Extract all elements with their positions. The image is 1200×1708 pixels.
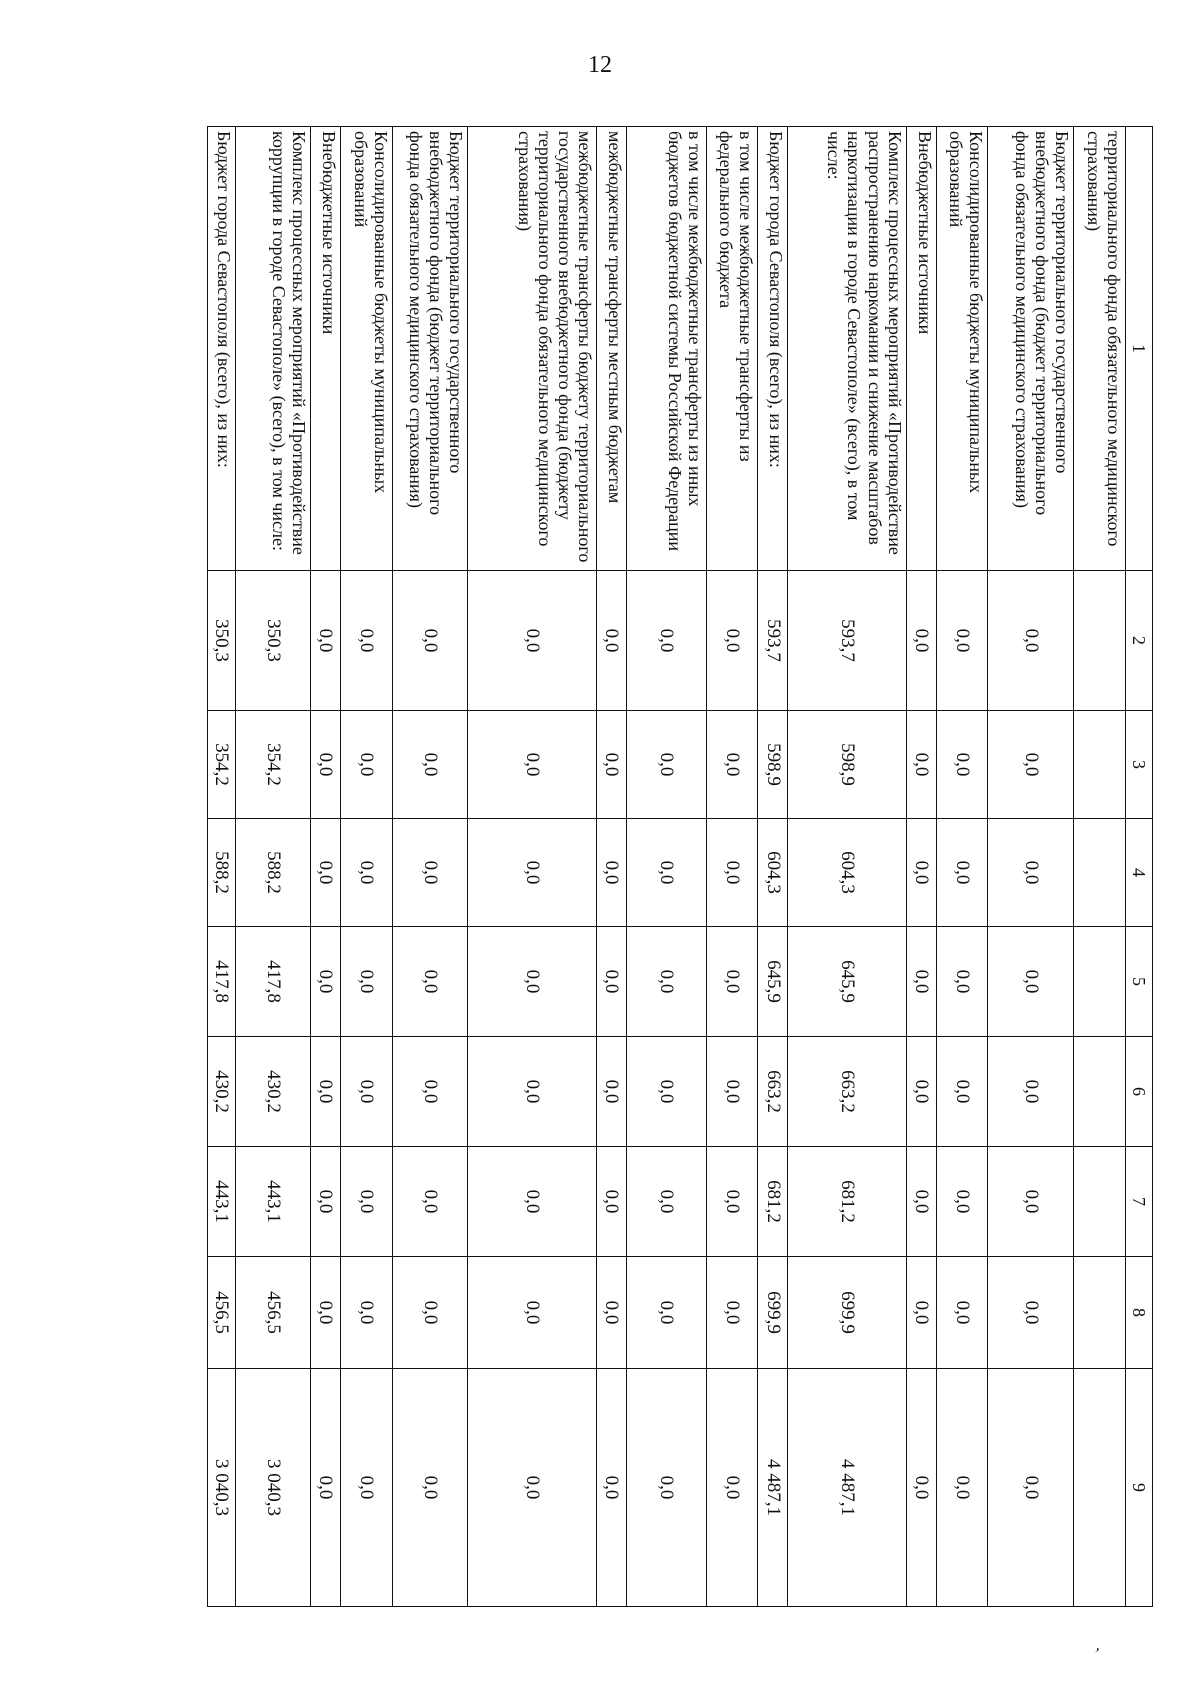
row-label: межбюджетные трансферты бюджету территориального государственного внебюджетного фонда (бюджету территориального фонда обязательного медицинского страхования) — [468, 127, 597, 571]
value-cell: 0,0 — [392, 819, 467, 927]
value-cell: 430,2 — [236, 1037, 311, 1147]
value-cell: 0,0 — [988, 711, 1074, 819]
value-cell: 0,0 — [392, 711, 467, 819]
value-cell: 0,0 — [906, 711, 936, 819]
table-row — [988, 127, 1074, 1607]
value-cell — [1074, 1257, 1126, 1369]
value-cell: 0,0 — [468, 1257, 597, 1369]
page-number: 12 — [588, 52, 612, 78]
value-cell: 0,0 — [988, 1037, 1074, 1147]
table-row — [208, 127, 236, 1607]
table-row — [936, 127, 988, 1607]
value-cell: 0,0 — [906, 1147, 936, 1257]
value-cell: 0,0 — [597, 819, 627, 927]
value-cell: 0,0 — [392, 1037, 467, 1147]
value-cell: 0,0 — [468, 1369, 597, 1607]
column-header-8: 8 — [1126, 1257, 1153, 1369]
value-cell: 0,0 — [468, 1147, 597, 1257]
row-label: Консолидированные бюджеты муниципальных образований — [341, 127, 393, 571]
value-cell: 0,0 — [936, 1257, 988, 1369]
ink-mark: , — [1094, 1636, 1104, 1655]
value-cell — [1074, 927, 1126, 1037]
value-cell: 417,8 — [236, 927, 311, 1037]
value-cell: 0,0 — [936, 819, 988, 927]
value-cell: 0,0 — [936, 927, 988, 1037]
value-cell — [1074, 711, 1126, 819]
row-label: Бюджет города Севастополя (всего), из них: — [758, 127, 788, 571]
value-cell: 681,2 — [758, 1147, 788, 1257]
value-cell: 0,0 — [341, 1369, 393, 1607]
table-header-row — [1126, 127, 1153, 1607]
table-row — [906, 127, 936, 1607]
table-row — [758, 127, 788, 1607]
value-cell: 0,0 — [988, 1147, 1074, 1257]
budget-table — [207, 126, 1153, 1607]
budget-table-rotated — [207, 126, 1153, 1606]
row-label: Бюджет территориального государственного внебюджетного фонда (бюджет территориального фонда обязательного медицинского страхования) — [988, 127, 1074, 571]
row-label: межбюджетные трансферты местным бюджетам — [597, 127, 627, 571]
value-cell: 0,0 — [597, 711, 627, 819]
value-cell: 0,0 — [468, 571, 597, 711]
table-row — [627, 127, 707, 1607]
value-cell: 681,2 — [788, 1147, 906, 1257]
value-cell: 604,3 — [788, 819, 906, 927]
value-cell: 0,0 — [311, 819, 341, 927]
value-cell: 3 040,3 — [236, 1369, 311, 1607]
value-cell: 0,0 — [627, 927, 707, 1037]
value-cell: 0,0 — [311, 1257, 341, 1369]
value-cell: 0,0 — [936, 711, 988, 819]
value-cell: 0,0 — [627, 571, 707, 711]
column-header-6: 6 — [1126, 1037, 1153, 1147]
value-cell: 0,0 — [706, 1257, 758, 1369]
row-label: Бюджет территориального государственного внебюджетного фонда (бюджет территориального фонда обязательного медицинского страхования) — [392, 127, 467, 571]
row-label: Внебюджетные источники — [311, 127, 341, 571]
column-header-2: 2 — [1126, 571, 1153, 711]
value-cell: 588,2 — [236, 819, 311, 927]
value-cell: 0,0 — [906, 1037, 936, 1147]
value-cell: 0,0 — [706, 1369, 758, 1607]
value-cell: 0,0 — [597, 1257, 627, 1369]
value-cell: 0,0 — [341, 1037, 393, 1147]
value-cell: 0,0 — [906, 927, 936, 1037]
value-cell: 354,2 — [236, 711, 311, 819]
value-cell: 4 487,1 — [758, 1369, 788, 1607]
table-row — [706, 127, 758, 1607]
value-cell: 456,5 — [208, 1257, 236, 1369]
column-header-9: 9 — [1126, 1369, 1153, 1607]
value-cell: 0,0 — [311, 1037, 341, 1147]
value-cell: 0,0 — [468, 927, 597, 1037]
row-label: Консолидированные бюджеты муниципальных образований — [936, 127, 988, 571]
value-cell: 0,0 — [311, 927, 341, 1037]
value-cell — [1074, 819, 1126, 927]
value-cell: 0,0 — [906, 571, 936, 711]
value-cell: 0,0 — [392, 1147, 467, 1257]
value-cell: 0,0 — [311, 571, 341, 711]
table-row — [236, 127, 311, 1607]
column-header-1: 1 — [1126, 127, 1153, 571]
value-cell — [1074, 571, 1126, 711]
value-cell: 0,0 — [311, 1369, 341, 1607]
value-cell: 4 487,1 — [788, 1369, 906, 1607]
value-cell — [1074, 1037, 1126, 1147]
value-cell: 0,0 — [988, 819, 1074, 927]
value-cell: 354,2 — [208, 711, 236, 819]
value-cell: 0,0 — [597, 1369, 627, 1607]
value-cell: 0,0 — [706, 927, 758, 1037]
value-cell: 0,0 — [311, 1147, 341, 1257]
value-cell: 663,2 — [788, 1037, 906, 1147]
value-cell: 430,2 — [208, 1037, 236, 1147]
value-cell: 0,0 — [311, 711, 341, 819]
value-cell: 0,0 — [706, 711, 758, 819]
value-cell: 417,8 — [208, 927, 236, 1037]
value-cell: 0,0 — [341, 1147, 393, 1257]
value-cell: 0,0 — [627, 1257, 707, 1369]
value-cell: 0,0 — [627, 711, 707, 819]
value-cell: 598,9 — [758, 711, 788, 819]
row-label: территориального фонда обязательного медицинского страхования) — [1074, 127, 1126, 571]
value-cell — [1074, 1369, 1126, 1607]
value-cell: 350,3 — [208, 571, 236, 711]
value-cell: 0,0 — [936, 1369, 988, 1607]
value-cell: 0,0 — [988, 571, 1074, 711]
row-label: Бюджет города Севастополя (всего), из них: — [208, 127, 236, 571]
value-cell: 0,0 — [468, 1037, 597, 1147]
value-cell: 0,0 — [341, 711, 393, 819]
table-row — [788, 127, 906, 1607]
table-row — [1074, 127, 1126, 1607]
value-cell: 0,0 — [341, 1257, 393, 1369]
column-header-7: 7 — [1126, 1147, 1153, 1257]
value-cell: 0,0 — [392, 571, 467, 711]
row-label: Комплекс процессных мероприятий «Противодействие коррупции в городе Севастополе» (всего), в том числе: — [236, 127, 311, 571]
value-cell: 0,0 — [936, 571, 988, 711]
value-cell: 0,0 — [597, 1147, 627, 1257]
column-header-4: 4 — [1126, 819, 1153, 927]
value-cell: 0,0 — [936, 1147, 988, 1257]
value-cell: 0,0 — [706, 1147, 758, 1257]
table-row — [341, 127, 393, 1607]
value-cell: 0,0 — [936, 1037, 988, 1147]
value-cell: 0,0 — [627, 1147, 707, 1257]
column-header-5: 5 — [1126, 927, 1153, 1037]
column-header-3: 3 — [1126, 711, 1153, 819]
value-cell: 699,9 — [758, 1257, 788, 1369]
value-cell: 350,3 — [236, 571, 311, 711]
row-label: Комплекс процессных мероприятий «Противодействие распространению наркомании и снижение масштабов наркотизации в городе Севастополе» (всего), в том числе: — [788, 127, 906, 571]
table-body — [208, 127, 1126, 1607]
value-cell: 0,0 — [597, 927, 627, 1037]
value-cell: 0,0 — [706, 571, 758, 711]
value-cell: 0,0 — [988, 1257, 1074, 1369]
value-cell: 0,0 — [988, 1369, 1074, 1607]
table-row — [597, 127, 627, 1607]
value-cell: 0,0 — [341, 571, 393, 711]
value-cell: 604,3 — [758, 819, 788, 927]
value-cell: 0,0 — [706, 819, 758, 927]
table-row — [311, 127, 341, 1607]
row-label: Внебюджетные источники — [906, 127, 936, 571]
value-cell: 0,0 — [468, 711, 597, 819]
value-cell: 588,2 — [208, 819, 236, 927]
value-cell: 0,0 — [627, 1369, 707, 1607]
value-cell: 0,0 — [627, 819, 707, 927]
value-cell: 0,0 — [341, 927, 393, 1037]
value-cell: 0,0 — [906, 819, 936, 927]
value-cell: 3 040,3 — [208, 1369, 236, 1607]
value-cell: 0,0 — [468, 819, 597, 927]
value-cell: 593,7 — [758, 571, 788, 711]
value-cell: 0,0 — [392, 1257, 467, 1369]
value-cell: 0,0 — [392, 1369, 467, 1607]
value-cell: 0,0 — [341, 819, 393, 927]
value-cell: 663,2 — [758, 1037, 788, 1147]
value-cell — [1074, 1147, 1126, 1257]
value-cell: 0,0 — [392, 927, 467, 1037]
value-cell: 0,0 — [906, 1257, 936, 1369]
table-row — [392, 127, 467, 1607]
value-cell: 598,9 — [788, 711, 906, 819]
value-cell: 443,1 — [208, 1147, 236, 1257]
value-cell: 456,5 — [236, 1257, 311, 1369]
value-cell: 0,0 — [627, 1037, 707, 1147]
value-cell: 593,7 — [788, 571, 906, 711]
value-cell: 0,0 — [597, 1037, 627, 1147]
value-cell: 645,9 — [758, 927, 788, 1037]
value-cell: 443,1 — [236, 1147, 311, 1257]
value-cell: 645,9 — [788, 927, 906, 1037]
row-label: в том числе межбюджетные трансферты из федерального бюджета — [706, 127, 758, 571]
value-cell: 0,0 — [906, 1369, 936, 1607]
value-cell: 0,0 — [988, 927, 1074, 1037]
value-cell: 0,0 — [597, 571, 627, 711]
value-cell: 0,0 — [706, 1037, 758, 1147]
row-label: в том числе межбюджетные трансферты из иных бюджетов бюджетной системы Российской Федерации — [627, 127, 707, 571]
table-row — [468, 127, 597, 1607]
value-cell: 699,9 — [788, 1257, 906, 1369]
